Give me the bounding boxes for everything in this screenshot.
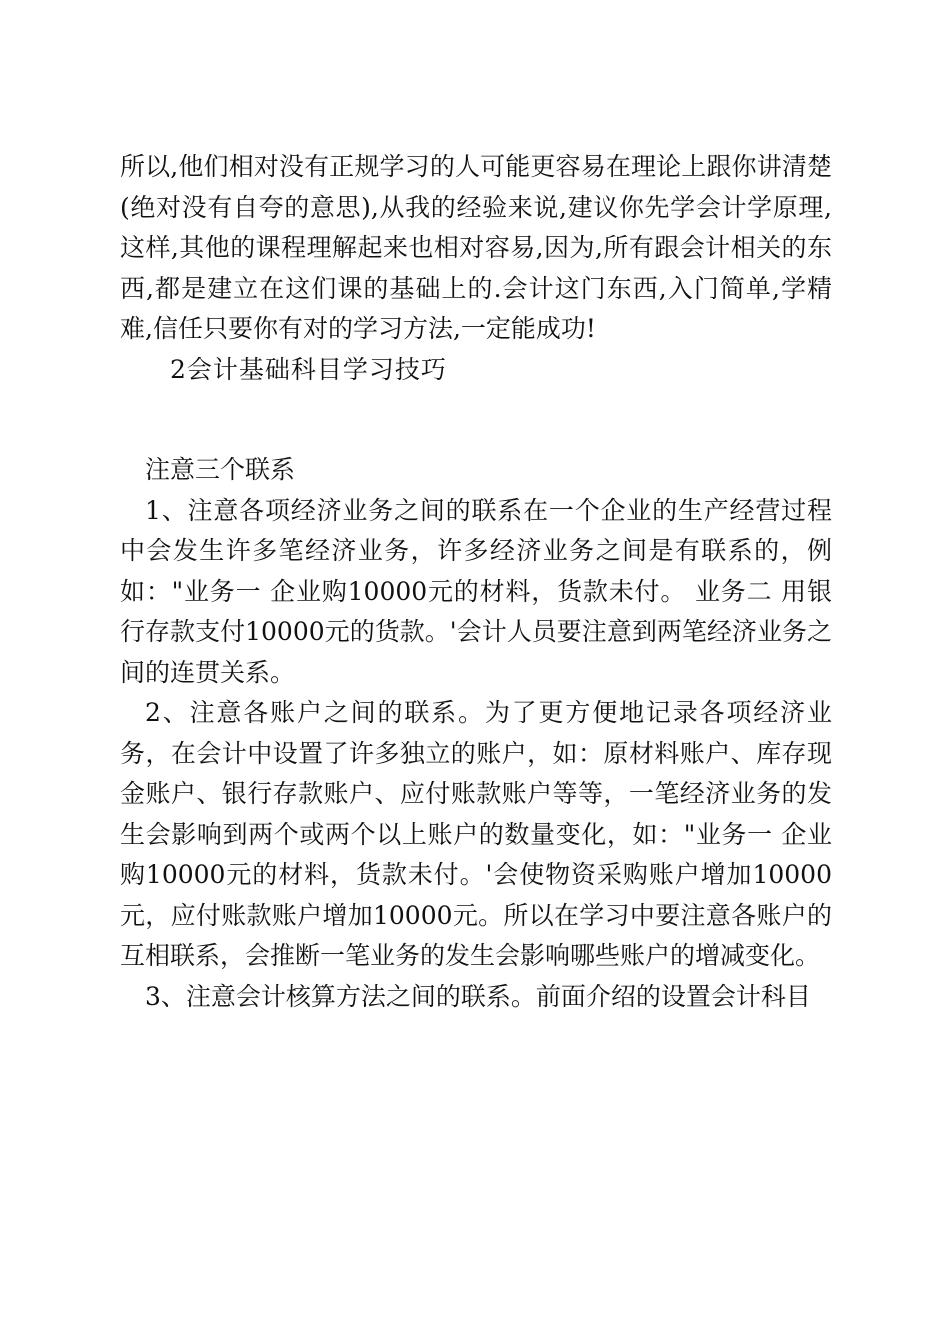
paragraph-item-2: 2、注意各账户之间的联系。为了更方便地记录各项经济业务，在会计中设置了许多独立的账户，如：原材料账户、库存现金账户、银行存款账户、应付账款账户等等，一笔经济业务的发生会影响到两个或两个以上账户的数量变化，如："业务一 企业购10000元的材料，货款未付。'会使物资采购账户增加10000元，应付账款账户增加10000元。所以在学习中要注意各账户的互相联系，会推断一笔业务的发生会影响哪些账户的增减变化。 (120, 698, 832, 970)
document-body (120, 147, 832, 1017)
paragraph-item-3: 3、注意会计核算方法之间的联系。前面介绍的设置会计科目 (145, 981, 811, 1011)
subsection-heading: 注意三个联系 (145, 455, 296, 484)
paragraph-item-1: 1、注意各项经济业务之间的联系在一个企业的生产经营过程中会发生许多笔经济业务，许多经济业务之间是有联系的，例如："业务一 企业购10000元的材料，货款未付。 业务二 用银行存款支付10000元的货款。'会计人员要注意到两笔经济业务之间的连贯关系。 (120, 495, 832, 687)
paragraph-intro: 所以,他们相对没有正规学习的人可能更容易在理论上跟你讲清楚(绝对没有自夸的意思),从我的经验来说,建议你先学会计学原理,这样,其他的课程理解起来也相对容易,因为,所有跟会计相关的东西,都是建立在这们课的基础上的.会计这门东西,入门简单,学精难,信任只要你有对的学习方法,一定能成功! (120, 152, 832, 343)
section-heading: 2会计基础科目学习技巧 (170, 354, 447, 384)
spacer (120, 390, 832, 450)
